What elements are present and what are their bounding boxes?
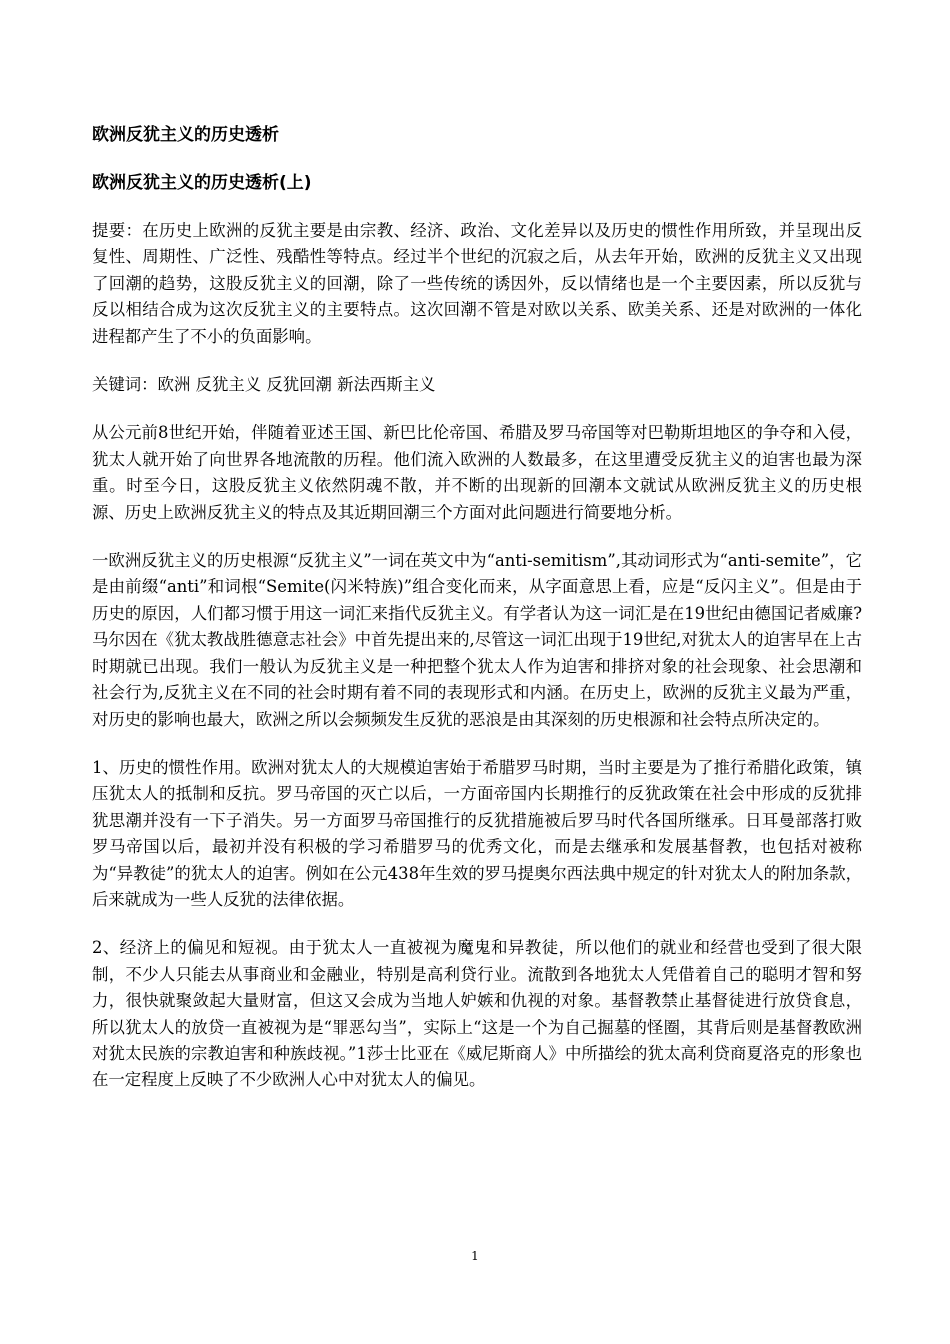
document-page <box>92 122 862 1116</box>
body-paragraph-intro: 从公元前8世纪开始，伴随着亚述王国、新巴比伦帝国、希腊及罗马帝国等对巴勒斯坦地区的争夺和入侵，犹太人就开始了向世界各地流散的历程。他们流入欧洲的人数最多，在这里遭受反犹主义的迫害也最为深重。时至今日，这股反犹主义依然阴魂不散，并不断的出现新的回潮本文就试从欧洲反犹主义的历史根源、历史上欧洲反犹主义的特点及其近期回潮三个方面对此问题进行简要地分析。 <box>92 423 862 522</box>
abstract-paragraph: 提要：在历史上欧洲的反犹主要是由宗教、经济、政治、文化差异以及历史的惯性作用所致，并呈现出反复性、周期性、广泛性、残酷性等特点。经过半个世纪的沉寂之后，从去年开始，欧洲的反犹主义又出现了回潮的趋势，这股反犹主义的回潮，除了一些传统的诱因外，反以情绪也是一个主要因素，所以反犹与反以相结合成为这次反犹主义的主要特点。这次回潮不管是对欧以关系、欧美关系、还是对欧洲的一体化进程都产生了不小的负面影响。 <box>92 221 862 346</box>
document-title: 欧洲反犹主义的历史透析 <box>92 125 279 145</box>
body-paragraph-historical-inertia: 1、历史的惯性作用。欧洲对犹太人的大规模迫害始于希腊罗马时期，当时主要是为了推行希腊化政策，镇压犹太人的抵制和反抗。罗马帝国的灭亡以后，一方面帝国内长期推行的反犹政策在社会中形成的反犹排犹思潮并没有一下子消失。另一方面罗马帝国推行的反犹措施被后罗马时代各国所继承。日耳曼部落打败罗马帝国以后，最初并没有积极的学习希腊罗马的优秀文化，而是去继承和发展基督教，也包括对被称为“异教徒”的犹太人的迫害。例如在公元438年生效的罗马提奥尔西法典中规定的针对犹太人的附加条款，后来就成为一些人反犹的法律依据。 <box>92 757 862 909</box>
document-subtitle: 欧洲反犹主义的历史透析(上) <box>92 173 312 193</box>
page-number: 1 <box>471 1249 479 1263</box>
keywords-line: 关键词：欧洲 反犹主义 反犹回潮 新法西斯主义 <box>92 375 436 395</box>
body-paragraph-economic-bias: 2、经济上的偏见和短视。由于犹太人一直被视为魔鬼和异教徒，所以他们的就业和经营也受到了很大限制，不少人只能去从事商业和金融业，特别是高利贷行业。流散到各地犹太人凭借着自己的聪明才智和努力，很快就聚敛起大量财富，但这又会成为当地人妒嫉和仇视的对象。基督教禁止基督徒进行放贷食息，所以犹太人的放贷一直被视为是“罪恶勾当”，实际上“这是一个为自己掘墓的怪圈，其背后则是基督教欧洲对犹太民族的宗教迫害和种族歧视。”1莎士比亚在《威尼斯商人》中所描绘的犹太高利贷商夏洛克的形象也在一定程度上反映了不少欧洲人心中对犹太人的偏见。 <box>92 938 862 1090</box>
body-paragraph-origins: 一欧洲反犹主义的历史根源“反犹主义”一词在英文中为“anti-semitism”,其动词形式为“anti-semite”，它是由前缀“anti”和词根“Semite(闪米特族)”组合变化而来，从字面意思上看，应是“反闪主义”。但是由于历史的原因，人们都习惯于用这一词汇来指代反犹主义。有学者认为这一词汇是在19世纪由德国记者威廉?马尔因在《犹太教战胜德意志社会》中首先提出来的,尽管这一词汇出现于19世纪,对犹太人的迫害早在上古时期就已出现。我们一般认为反犹主义是一种把整个犹太人作为迫害和排挤对象的社会现象、社会思潮和社会行为,反犹主义在不同的社会时期有着不同的表现形式和内涵。在历史上，欧洲的反犹主义最为严重，对历史的影响也最大，欧洲之所以会频频发生反犹的恶浪是由其深刻的历史根源和社会特点所决定的。 <box>92 551 862 729</box>
